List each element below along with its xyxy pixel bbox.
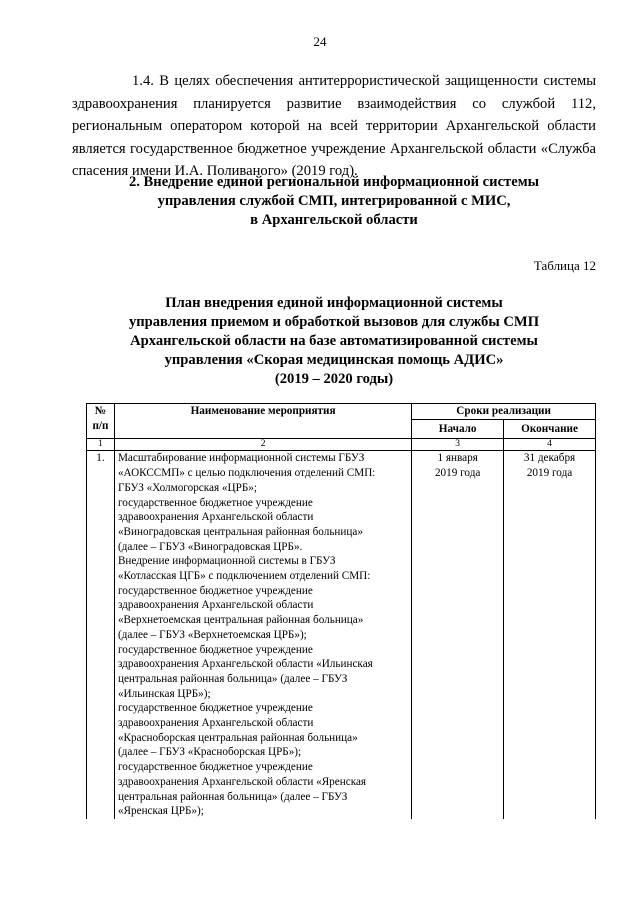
column-number: 4 — [504, 439, 596, 451]
header-end: Окончание — [504, 419, 596, 439]
activity-line: здравоохранения Архангельской области — [117, 511, 314, 524]
table-title-line: План внедрения единой информационной системы — [165, 295, 503, 311]
activity-line: Внедрение информационной системы в ГБУЗ — [117, 555, 336, 568]
activity-line: «Виноградовская центральная районная больница» — [117, 525, 363, 538]
column-number: 1 — [87, 439, 115, 451]
activity-line: (далее – ГБУЗ «Верхнетоемская ЦРБ»); — [117, 628, 307, 641]
table-title-line: Архангельской области на базе автоматизированной системы — [130, 333, 538, 349]
table-number: Таблица 12 — [533, 258, 596, 273]
header-num-line: п/п — [92, 419, 109, 432]
section-heading-line: в Архангельской области — [250, 212, 418, 228]
activity-line: Масштабирование информационной системы ГБУЗ — [117, 452, 365, 465]
header-name: Наименование мероприятия — [114, 404, 411, 439]
section-heading-line: 2. Внедрение единой региональной информационной системы — [128, 174, 540, 190]
plan-table — [86, 403, 596, 819]
activity-line: центральная районная больница» (далее – ГБУЗ — [117, 672, 348, 685]
end-date-line: 2019 года — [526, 467, 573, 480]
activity-line: государственное бюджетное учреждение — [117, 702, 313, 715]
section-heading — [72, 173, 596, 230]
table-title-line: управления приемом и обработкой вызовов для службы СМП — [128, 314, 540, 330]
end-date-line: 31 декабря — [523, 452, 576, 465]
activity-line: здравоохранения Архангельской области — [117, 599, 314, 612]
activity-line: центральная районная больница» (далее – ГБУЗ — [117, 790, 348, 803]
column-number: 3 — [412, 439, 504, 451]
activity-line: здравоохранения Архангельской области — [117, 717, 314, 730]
table-title — [72, 294, 596, 389]
activity-line: здравоохранения Архангельской области «Ильинская — [117, 658, 373, 671]
page-number: 24 — [313, 34, 327, 49]
row-number: 1. — [87, 451, 115, 819]
activity-line: (далее – ГБУЗ «Виноградовская ЦРБ». — [117, 540, 303, 553]
activity-line: «АОКССМП» с целью подключения отделений СМП: — [117, 467, 376, 480]
table-row — [87, 451, 596, 819]
header-num-line: № — [94, 405, 107, 417]
activity-line: «Красноборская центральная районная больница» — [117, 731, 358, 744]
activity-line: ГБУЗ «Холмогорская «ЦРБ»; — [117, 481, 257, 494]
table-title-line: (2019 – 2020 годы) — [274, 371, 394, 387]
section-heading-line: управления службой СМП, интегрированной с МИС, — [157, 193, 511, 209]
header-start: Начало — [412, 419, 504, 439]
activity-line: «Яренская ЦРБ»); — [117, 805, 204, 818]
row-activity-name — [114, 451, 411, 819]
paragraph-1-4: 1.4. В целях обеспечения антитеррористической защищенности системы здравоохранения планируется развитие взаимодействия со службой 112, региональным оператором которой на всей территории Архангельской области является государственное бюджетное учреждение Архангельской области «Служба спасения имени И.А. Поливаного» (2019 год). — [72, 73, 596, 179]
activity-line: (далее – ГБУЗ «Красноборская ЦРБ»); — [117, 746, 302, 759]
activity-line: «Верхнетоемская центральная районная больница» — [117, 614, 364, 627]
table-title-line: управления «Скорая медицинская помощь АДИС» — [164, 352, 504, 368]
activity-line: «Котласская ЦГБ» с подключением отделений СМП: — [117, 570, 371, 583]
header-dates: Сроки реализации — [412, 404, 596, 420]
activity-line: государственное бюджетное учреждение — [117, 643, 313, 656]
activity-line: государственное бюджетное учреждение — [117, 761, 313, 774]
start-date-line: 2019 года — [434, 467, 481, 480]
header-num — [87, 404, 115, 439]
start-date-line: 1 января — [437, 452, 478, 465]
activity-line: государственное бюджетное учреждение — [117, 584, 313, 597]
column-number: 2 — [114, 439, 411, 451]
activity-line: «Ильинская ЦРБ»); — [117, 687, 211, 700]
activity-line: здравоохранения Архангельской области «Яренская — [117, 775, 367, 788]
activity-line: государственное бюджетное учреждение — [117, 496, 313, 509]
row-start-date — [412, 451, 504, 819]
row-end-date — [504, 451, 596, 819]
